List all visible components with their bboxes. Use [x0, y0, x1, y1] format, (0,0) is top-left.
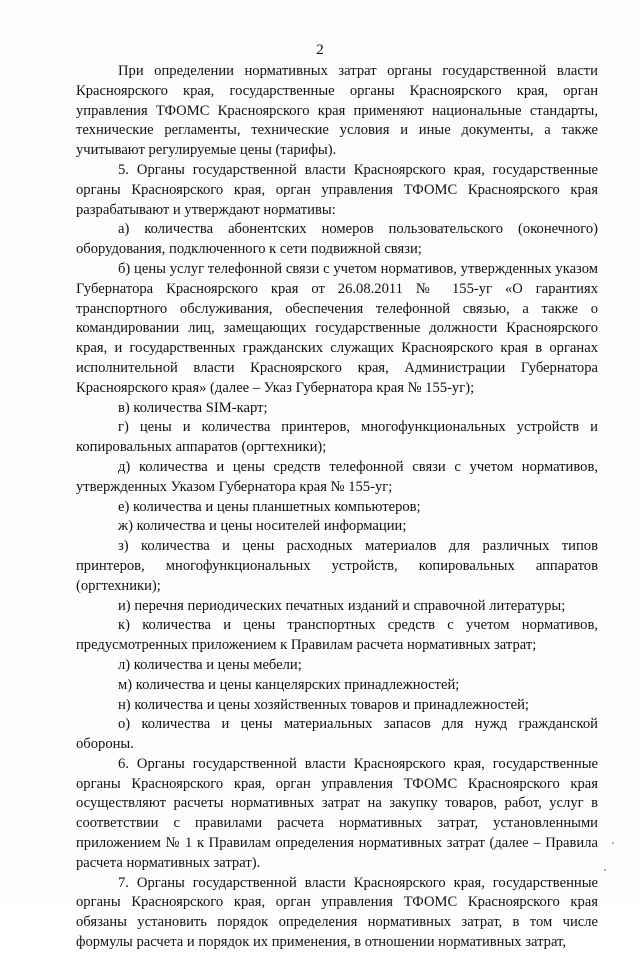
page-number: 2 [316, 42, 324, 58]
subitem-i: и) перечня периодических печатных изданий и справочной литературы; [118, 597, 566, 614]
paragraph-item-7: 7. Органы государственной власти Красноярского края, государственные органы Красноярского края, орган управления ТФОМС Красноярского края обязаны установить порядок определения нормативных затрат, в том числе формулы расчета и порядок их применения, в отношении нормативных затрат, [76, 874, 598, 951]
paragraph-intro: При определении нормативных затрат органы государственной власти Красноярского края, государственные органы Красноярского края, орган управления ТФОМС Красноярского края применяют национальные стандарты, технические регламенты, технические условия и иные документы, а также учитывают регулируемые цены (тарифы). [76, 63, 598, 159]
subitem-e: е) количества и цены планшетных компьютеров; [118, 498, 421, 515]
subitem-n: н) количества и цены хозяйственных товаров и принадлежностей; [118, 696, 529, 713]
subitem-z: з) количества и цены расходных материалов для различных типов принтеров, многофункциональных устройств, копировальных аппаратов (оргтехники); [76, 538, 598, 594]
subitem-g: г) цены и количества принтеров, многофункциональных устройств и копировальных аппаратов (оргтехники); [76, 419, 598, 456]
subitem-b: б) цены услуг телефонной связи с учетом нормативов, утвержденных указом Губернатора Красноярского края от 26.08.2011 № 155-уг «О гарантиях транспортного обслуживания, обеспечения телефонной связью, а также о командировании лиц, замещающих государственные должности Красноярского края, и государственных гражданских служащих Красноярского края в органах исполнительной власти Красноярского края, Администрации Губернатора Красноярского края» (далее – Указ Губернатора края № 155-уг); [76, 260, 598, 396]
subitem-l: л) количества и цены мебели; [118, 656, 302, 673]
subitem-v: в) количества SIM-карт; [118, 399, 268, 416]
document-body [76, 62, 598, 953]
subitem-a: а) количества абонентских номеров пользовательского (оконечного) оборудования, подключенного к сети подвижной связи; [76, 221, 598, 258]
scan-speck [604, 869, 606, 871]
paragraph-item-6: 6. Органы государственной власти Красноярского края, государственные органы Красноярского края, орган управления ТФОМС Красноярского края осуществляют расчеты нормативных затрат на закупку товаров, работ, услуг в соответствии с правилами расчета нормативных затрат, установленными приложением № 1 к Правилам определения нормативных затрат (далее – Правила расчета нормативных затрат). [76, 755, 598, 871]
subitem-m: м) количества и цены канцелярских принадлежностей; [118, 676, 460, 693]
paragraph-item-5: 5. Органы государственной власти Красноярского края, государственные органы Красноярского края, орган управления ТФОМС Красноярского края разрабатывают и утверждают нормативы: [76, 161, 598, 218]
subitem-zh: ж) количества и цены носителей информации; [118, 518, 407, 535]
subitem-d: д) количества и цены средств телефонной связи с учетом нормативов, утвержденных Указом Губернатора края № 155-уг; [76, 458, 598, 495]
subitem-k: к) количества и цены транспортных средств с учетом нормативов, предусмотренных приложением к Правилам расчета нормативных затрат; [76, 617, 598, 654]
subitem-o: о) количества и цены материальных запасов для нужд гражданской обороны. [76, 716, 598, 753]
scan-speck [612, 842, 614, 844]
